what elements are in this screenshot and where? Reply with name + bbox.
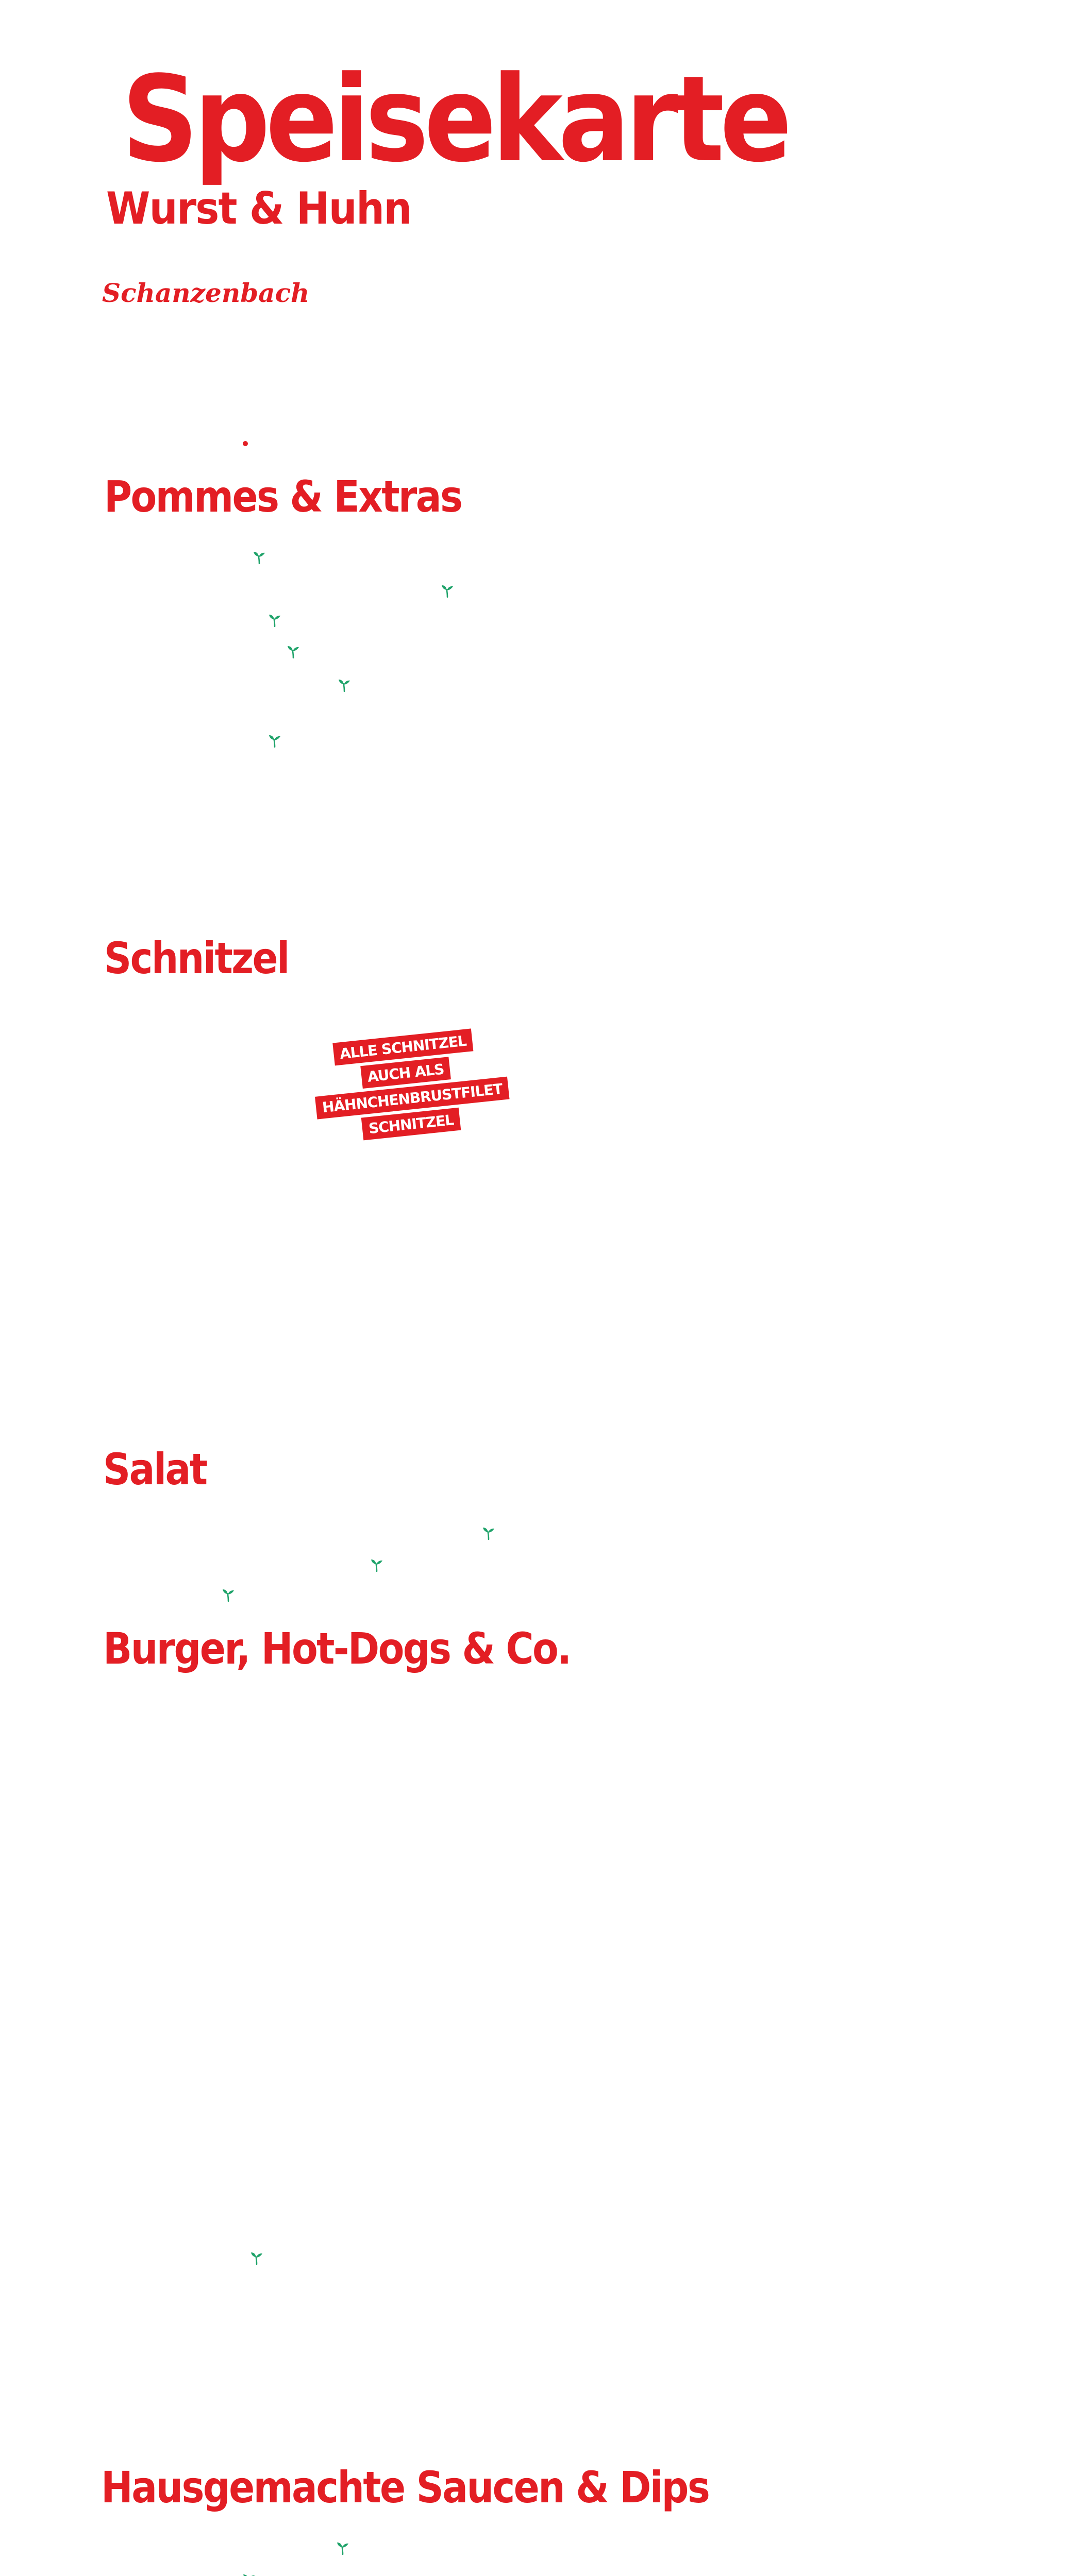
badge-line: SCHNITZEL	[361, 1108, 461, 1141]
vegetarian-icon	[253, 551, 266, 564]
vegetarian-icon	[222, 1588, 235, 1602]
badge-line: HÄHNCHENBRUSTFILET	[315, 1077, 510, 1120]
vegetarian-icon	[336, 2541, 349, 2555]
vegetarian-icon	[287, 645, 300, 658]
vegetarian-icon	[242, 2573, 256, 2576]
schnitzel-badge	[310, 1026, 505, 1148]
vegetarian-icon	[250, 2251, 263, 2265]
section-heading-salat: Salat	[103, 1444, 207, 1495]
vegetarian-icon	[370, 1558, 383, 1572]
footnote-marker	[243, 441, 248, 446]
section-heading-saucen: Hausgemachte Saucen & Dips	[101, 2462, 709, 2513]
vegetarian-icon	[441, 584, 454, 598]
page-title: Speisekarte	[122, 51, 788, 189]
badge-line: AUCH ALS	[360, 1057, 451, 1089]
location-name: Schanzenbach	[102, 278, 310, 308]
vegetarian-icon	[268, 614, 281, 627]
section-heading-burger: Burger, Hot-Dogs & Co.	[103, 1623, 571, 1674]
vegetarian-icon	[338, 679, 351, 692]
vegetarian-icon	[268, 734, 281, 748]
vegetarian-icon	[482, 1527, 495, 1540]
section-heading-pommes: Pommes & Extras	[104, 471, 462, 522]
section-heading-schnitzel: Schnitzel	[104, 933, 289, 984]
badge-line: ALLE SCHNITZEL	[332, 1028, 474, 1065]
page-subtitle: Wurst & Huhn	[106, 183, 411, 234]
